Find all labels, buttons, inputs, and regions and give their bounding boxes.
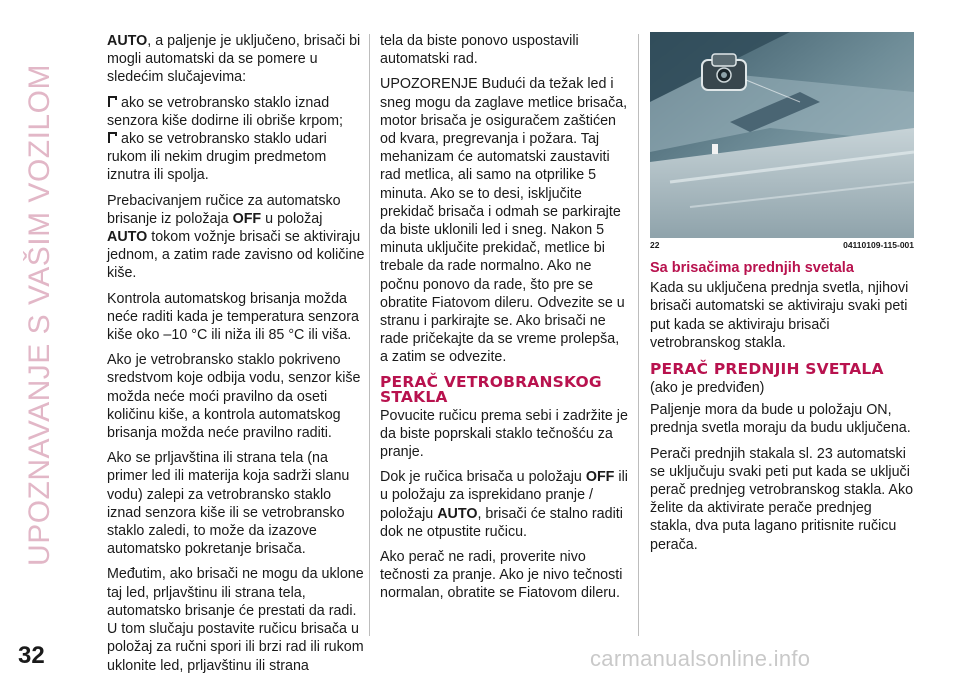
paragraph-text: , a paljenje je uključeno, brisači bi mogli automatski da se pomere u sledećim slučajevima: (107, 33, 361, 86)
mode-auto-label: AUTO (107, 33, 148, 49)
watermark-text: carmanualsonline.info (590, 646, 811, 671)
paragraph: Međutim, ako brisači ne mogu da uklone taj led, prljavštinu ili strana tela, automatsko brisanje će prestati da radi. U tom slučaju postavite ručicu brisača u položaj za ručni spori ili brzi rad ili rukom uklonite led, prljavštinu ili strana (107, 566, 364, 674)
section-heading-headlamp-washer: PERAČ PREDNJIH SVETALA (650, 360, 884, 379)
figure-rain-sensor-photo (650, 32, 914, 238)
paragraph: Kontrola automatskog brisanja možda neće raditi kada je temperatura senzora kiše oko –10 °C ili niža ili 85 °C ili viša. (107, 290, 359, 344)
paragraph: Ako perač ne radi, proverite nivo tečnosti za pranje. Ako je nivo tečnosti normalan, obratite se Fiatovom dileru. (380, 549, 623, 602)
figure-illustration (650, 32, 914, 238)
mode-off-label: OFF (585, 469, 615, 486)
warning-paragraph: UPOZORENJE Budući da težak led i sneg mogu da zaglave metlice brisača, motor brisača je osiguračem zaštićen od kvara, pregrevanja i požara. Taj mehanizam će automatski zaustaviti rad metlica, ali samo na otprilike 5 minuta. Ako se to desi, isključite prekidač brisača i odmah se parkirajte da biste uklonili led i sneg. Nakon 5 minuta uključite prekidač, metlice bi trebale da rade normalno. Ako ne počnu ponovo da rade, što pre se obratite Fiatovom dileru. Odvezite se u stranu i parkirajte se. Ako brisači ne rade pričekajte da se vreme prolepša, a zatim se odvezite. (380, 76, 628, 366)
paragraph: Paljenje mora da bude u položaju ON, prednja svetla moraju da budu uključena. (650, 402, 911, 437)
section-heading-windshield-washer: PERAČ VETROBRANSKOG STAKLA (380, 372, 602, 406)
bullet-item (107, 130, 365, 185)
paragraph: Povucite ručicu prema sebi i zadržite je da biste poprskali staklo tečnošću za pranje. (380, 407, 628, 461)
mode-auto-label: AUTO (437, 505, 478, 522)
paragraph: Prebacivanjem ručice za automatsko brisanje iz položaja OFF u položaj AUTO tokom vožnje brisači se aktiviraju jednom, a zatim rade zavisno od količine kiše. (107, 192, 365, 282)
subheading-headlamp-wipers: Sa brisačima prednjih svetala (650, 260, 854, 276)
mode-off-label: OFF (232, 210, 262, 227)
section-side-title-text: UPOZNAVANJE S VAŠIM VOZILOM (23, 64, 57, 566)
paragraph: Dok je ručica brisača u položaju OFF ili u položaju za isprekidano pranje / položaju AUTO, brisači će stalno raditi dok ne otpustite ručicu. (380, 469, 628, 540)
text-column-2 (380, 32, 630, 610)
paragraph: tela da biste ponovo uspostavili automatski rad. (380, 33, 579, 68)
bullet-item (107, 94, 365, 130)
bullet-icon (107, 131, 118, 144)
figure-number: 22 (650, 240, 660, 250)
column-divider-2 (638, 34, 639, 636)
text-column-1 (107, 32, 365, 678)
bullet-icon (107, 95, 118, 108)
paragraph: Perači prednjih stakala sl. 23 automatski se uključuju svaki peti put kada se uključi perač prednjeg vetrobranskog stakla. Ako želite da aktivirate perače prednjeg stakla, dva puta lagano pritisnite ručicu perača. (650, 445, 914, 553)
mode-auto-label: AUTO (107, 229, 148, 246)
paragraph: Ako se prljavština ili strana tela (na primer led ili materija koja sadrži slanu vodu) zalepi za vetrobransko staklo iznad senzora kiše ili se vetrobransko staklo zaledi, to može da izazove automatsko pokretanje brisača. (107, 450, 350, 558)
paragraph: Ako je vetrobransko staklo pokriveno sredstvom koje odbija vodu, senzor kiše možda neće moći pravilno da oseti količinu kiše, a kontrola automatskog brisanja možda neće pravilno raditi. (107, 352, 361, 442)
column-divider-1 (369, 34, 370, 636)
section-side-title (14, 30, 66, 600)
paragraph: Kada su uključena prednja svetla, njihovi brisači automatski se aktiviraju svaki peti put kada se aktiviraju brisači vetrobranskog stakla. (650, 280, 909, 351)
text-column-3 (650, 257, 914, 561)
bullet-text: ako se vetrobransko staklo udari rukom ili nekim drugim predmetom iznutra ili spolja. (107, 131, 327, 184)
bullet-text: ako se vetrobransko staklo iznad senzora kiše dodirne ili obriše krpom; (107, 94, 344, 129)
figure-caption (650, 240, 914, 252)
page-number: 32 (18, 642, 45, 669)
paragraph: (ako je predviđen) (650, 380, 765, 397)
figure-code: 04110109-115-001 (843, 240, 914, 250)
paragraph (107, 32, 365, 87)
